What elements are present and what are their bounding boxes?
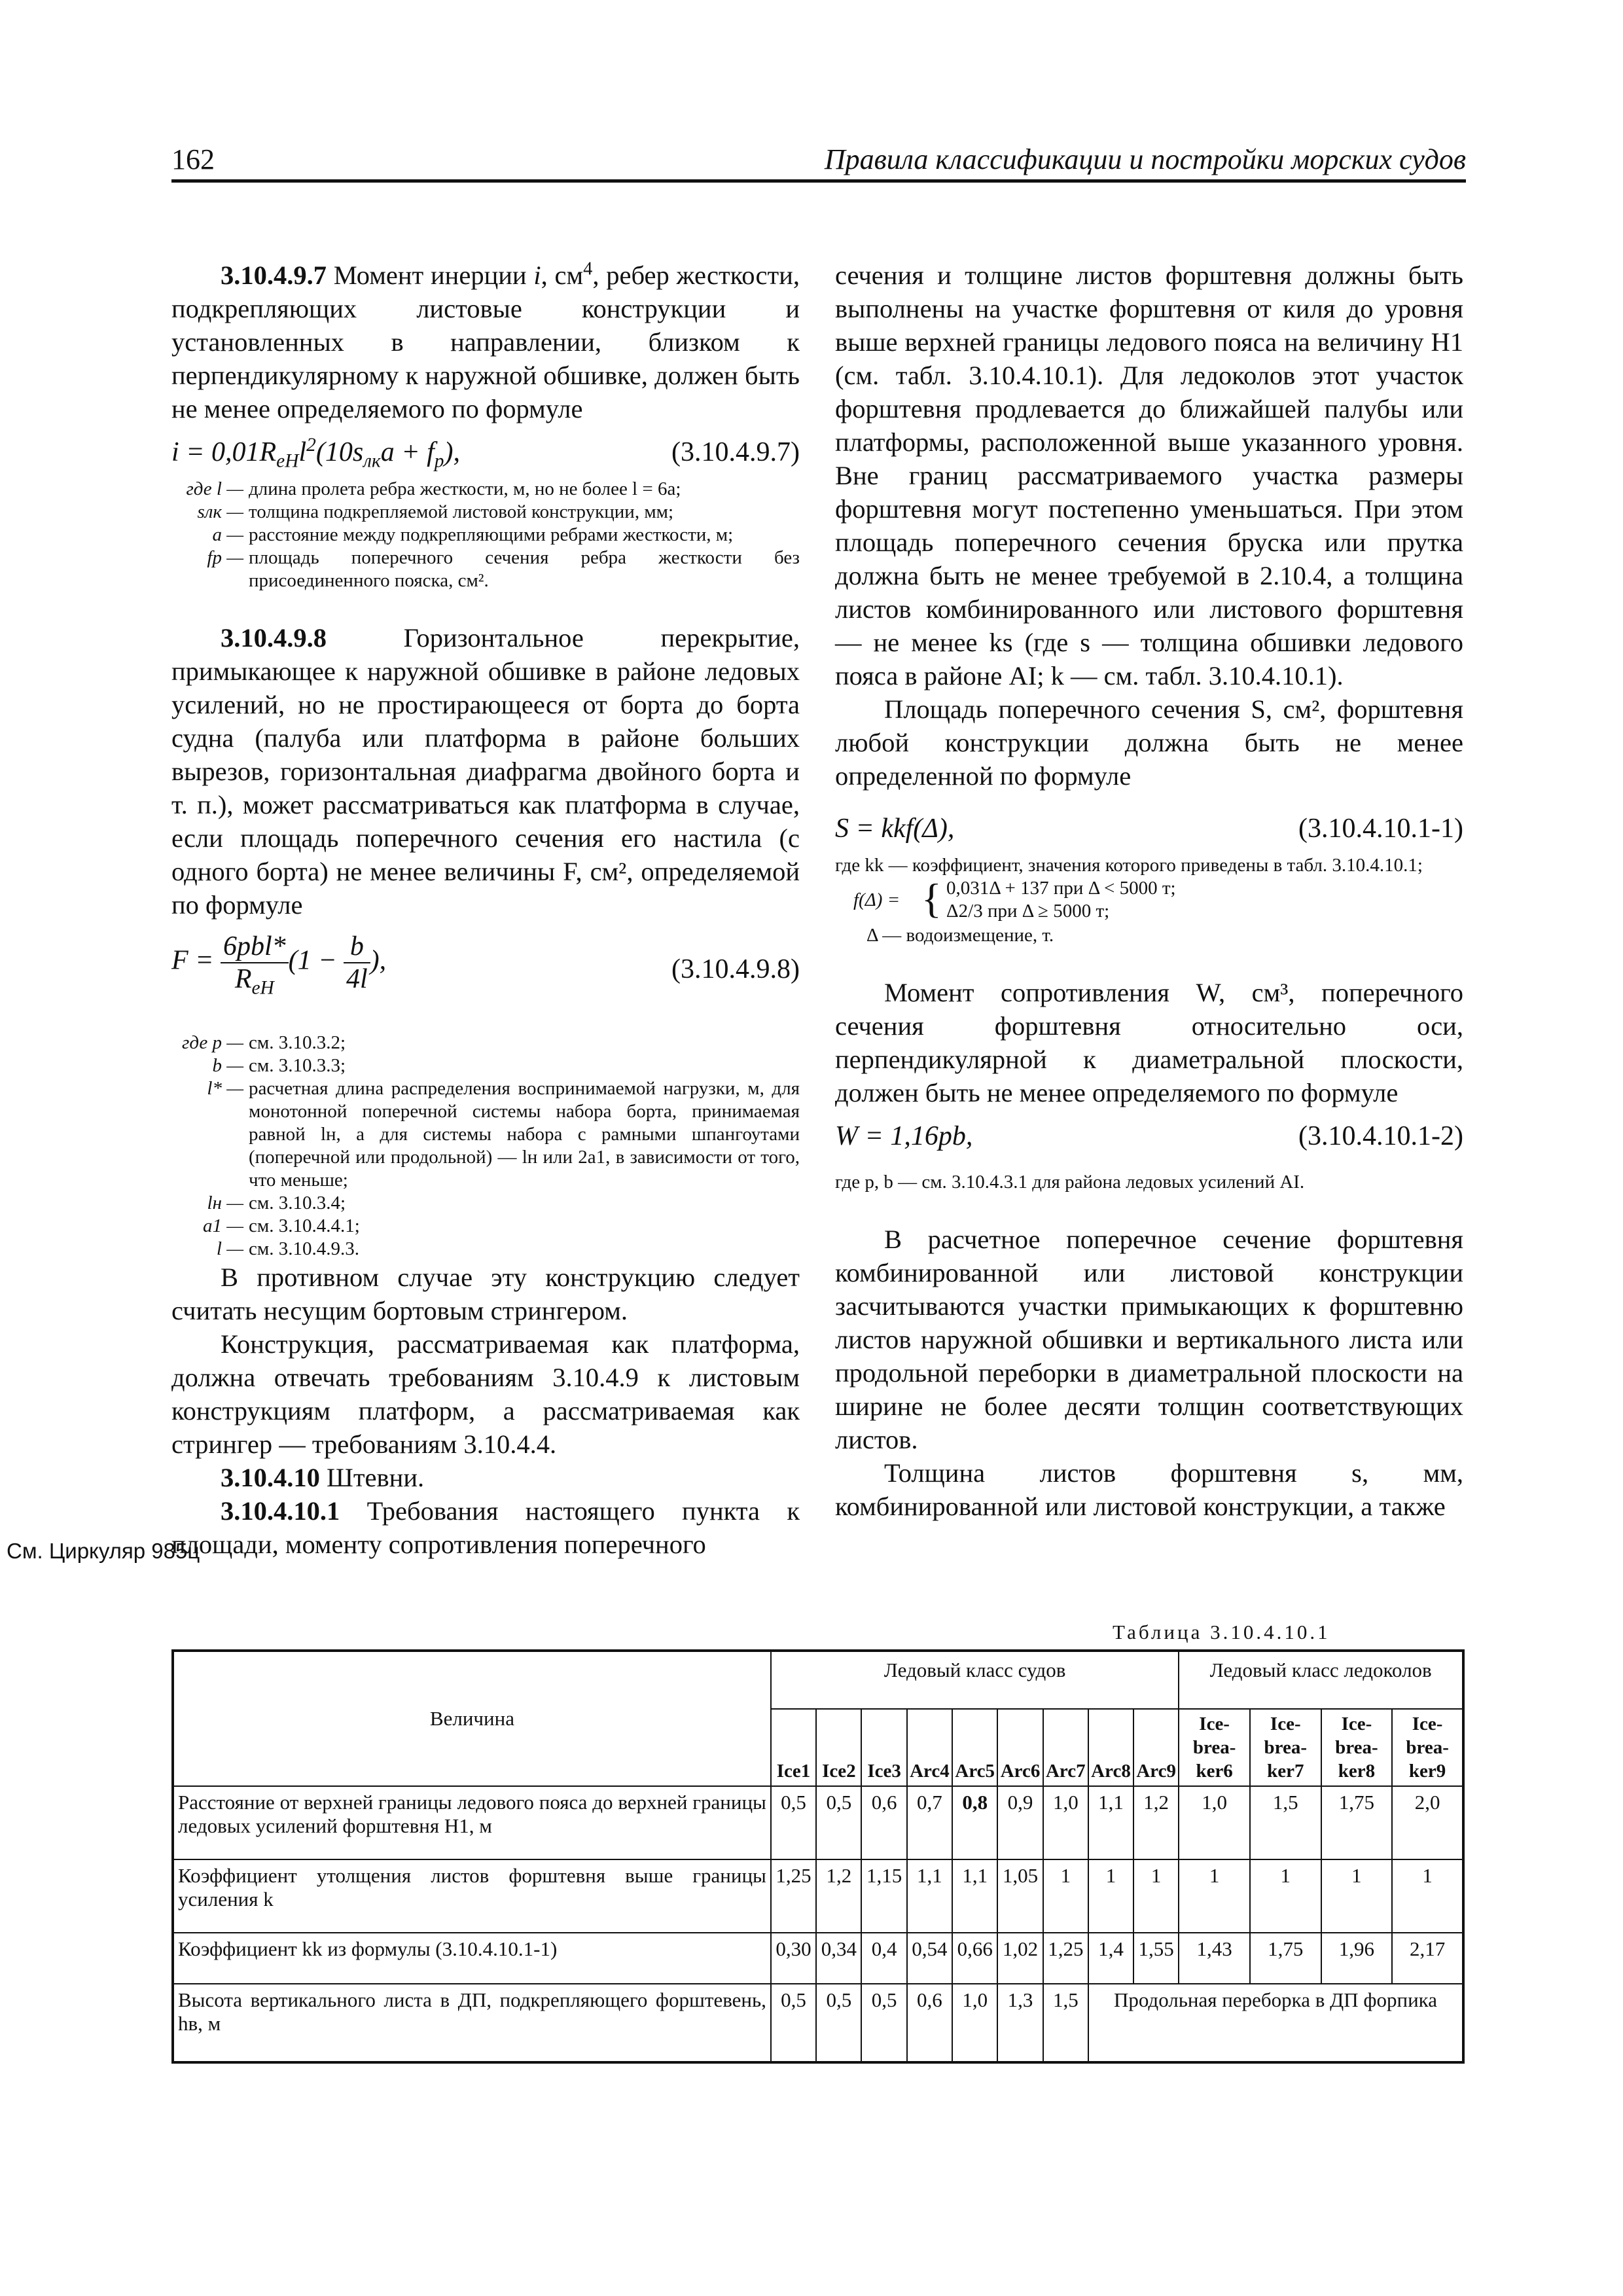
table-cell: 1 bbox=[1088, 1859, 1133, 1933]
table-cell: 0,4 bbox=[861, 1933, 906, 1984]
table-cell: 2,17 bbox=[1392, 1933, 1463, 1984]
table-cell: 1,25 bbox=[771, 1859, 816, 1933]
section-3-10-4-9-7: 3.10.4.9.7 Момент инерции i, $см^4$, ребер жесткости, подкрепляющих листовые конструкции и установленных в направлении, близком к перпендикулярному к наружной обшивке, должен быть не менее определяемого по формуле bbox=[171, 259, 800, 423]
where-f-delta: f(Δ) = { 0,031Δ + 137 при Δ < 5000 т; Δ2/3 при Δ ≥ 5000 т; bbox=[853, 875, 1176, 922]
brace: { bbox=[921, 875, 942, 922]
table-cell: 1,15 bbox=[861, 1859, 906, 1933]
where-row: lн — см. 3.10.3.4; bbox=[207, 1193, 346, 1213]
table-cell: 1,0 bbox=[1043, 1786, 1088, 1859]
where-row: где l — длина пролета ребра жесткости, м, но не более l = 6a; bbox=[186, 478, 681, 499]
table-cell: 1,2 bbox=[816, 1859, 861, 1933]
table-cell: 1 bbox=[1043, 1859, 1088, 1933]
page-number: 162 bbox=[171, 143, 215, 175]
formula-3-10-4-10-1-1: S = kkf(Δ), (3.10.4.10.1-1) bbox=[835, 814, 1463, 844]
icebreaker-class-header: Ice- brea- ker7 bbox=[1250, 1709, 1321, 1786]
table-cell: 0,8 bbox=[952, 1786, 997, 1859]
class-header: Arc8 bbox=[1088, 1709, 1133, 1786]
table-cell: 0,66 bbox=[952, 1933, 997, 1984]
table-cell: 1,1 bbox=[907, 1859, 952, 1933]
paragraph-construction: Конструкция, рассматриваемая как платформа, должна отвечать требованиям 3.10.4.9 к листовым конструкциям платформ, а рассматриваемая как стрингер — требованиям 3.10.4.4. bbox=[171, 1329, 800, 1459]
where-row: l* — расчетная длина распределения воспринимаемой нагрузки, м, для монотонной поперечной системы набора борта, принимаемая равной lн, а для системы набора с рамными шпангоутами (поперечной или продольной) — lн или 2a1, в зависимости от того, что меньше; bbox=[207, 1078, 800, 1191]
table-cell: 1,43 bbox=[1179, 1933, 1250, 1984]
where-list-1 bbox=[171, 478, 800, 592]
table-cell: 0,34 bbox=[816, 1933, 861, 1984]
table-cell: 0,54 bbox=[907, 1933, 952, 1984]
row-label: Коэффициент утолщения листов форштевня выше границы усиления k bbox=[173, 1859, 771, 1933]
table-cell: 0,7 bbox=[907, 1786, 952, 1859]
table-cell: 1,05 bbox=[997, 1859, 1043, 1933]
paragraph-area: Площадь поперечного сечения S, см², форштевня любой конструкции должна быть не менее определенной по формуле bbox=[835, 694, 1463, 791]
ice-class-table bbox=[171, 1649, 1465, 2064]
table-caption: Таблица 3.10.4.10.1 bbox=[1113, 1621, 1330, 1643]
where-row: b — см. 3.10.3.3; bbox=[212, 1055, 346, 1076]
where-row: fp — площадь поперечного сечения ребра жесткости без присоединенного пояска, см². bbox=[207, 547, 800, 591]
table-cell: 1 bbox=[1179, 1859, 1250, 1933]
table-cell: 1,1 bbox=[1088, 1786, 1133, 1859]
table-cell: 1,75 bbox=[1250, 1933, 1321, 1984]
table-cell: 1 bbox=[1321, 1859, 1393, 1933]
table-cell: 1,0 bbox=[952, 1984, 997, 2062]
where-row: где p — см. 3.10.3.2; bbox=[182, 1032, 346, 1053]
table-cell: 1,02 bbox=[997, 1933, 1043, 1984]
formula-3-10-4-9-7: $i = 0,01R_{eH}l^2(10s_{лк}a + f_р)$, (3.10.4.9.7) bbox=[171, 435, 800, 472]
right-column bbox=[835, 259, 1463, 1523]
table-cell: 0,5 bbox=[816, 1786, 861, 1859]
class-header: Arc9 bbox=[1133, 1709, 1179, 1786]
table-row bbox=[173, 1984, 1463, 2062]
section-3-10-4-10: 3.10.4.10 Штевни. bbox=[221, 1463, 425, 1492]
class-header: Arc6 bbox=[997, 1709, 1043, 1786]
where-list-4: где p, b — см. 3.10.4.3.1 для района ледовых усилений AI. bbox=[835, 1172, 1305, 1193]
span-note-bulkhead: Продольная переборка в ДП форпика bbox=[1088, 1984, 1463, 2062]
where-row: a1 — см. 3.10.4.4.1; bbox=[202, 1215, 360, 1236]
table-cell: 1 bbox=[1250, 1859, 1321, 1933]
table-cell: 1,25 bbox=[1043, 1933, 1088, 1984]
row-label: Коэффициент kk из формулы (3.10.4.10.1-1) bbox=[173, 1933, 771, 1984]
column-header-quantity: Величина bbox=[173, 1651, 771, 1786]
table-cell: 1,4 bbox=[1088, 1933, 1133, 1984]
table-cell: 0,5 bbox=[816, 1984, 861, 2062]
class-header: Arc7 bbox=[1043, 1709, 1088, 1786]
where-list-3 bbox=[835, 854, 1463, 947]
table-cell: 0,5 bbox=[771, 1984, 816, 2062]
where-list-2 bbox=[171, 1031, 800, 1261]
running-title: Правила классификации и постройки морских судов bbox=[824, 143, 1466, 175]
formula-3-10-4-9-8: F = $\frac{\text{6pbl*}}{R_{eH}}$ (1 − $\frac{b}{4l}$ ), (3.10.4.9.8) bbox=[171, 931, 800, 999]
row-label: Расстояние от верхней границы ледового пояса до верхней границы ледовых усилений форштевня H1, м bbox=[173, 1786, 771, 1859]
section-3-10-4-9-8: 3.10.4.9.8 Горизонтальное перекрытие, примыкающее к наружной обшивке в районе ледовых усилений, но не простирающееся от борта до борта судна (палуба или платформа в районе больших вырезов, горизонтальная диафрагма двойного борта и т. п.), может рассматриваться как платформа в случае, если площадь поперечного сечения его настила (с одного борта) не менее величины F, см², определяемой по формуле bbox=[171, 623, 800, 920]
table-cell: 1,1 bbox=[952, 1859, 997, 1933]
row-label: Высота вертикального листа в ДП, подкрепляющего форштевень, hв, м bbox=[173, 1984, 771, 2062]
table-row bbox=[173, 1859, 1463, 1933]
formula-3-10-4-10-1-2: W = 1,16pb, (3.10.4.10.1-2) bbox=[835, 1121, 1463, 1151]
table-cell: 0,6 bbox=[861, 1786, 906, 1859]
where-row: l — см. 3.10.4.9.3. bbox=[216, 1238, 359, 1259]
icebreaker-class-header: Ice- brea- ker9 bbox=[1392, 1709, 1463, 1786]
class-header: Arc5 bbox=[952, 1709, 997, 1786]
table-cell: 0,5 bbox=[771, 1786, 816, 1859]
where-delta: Δ — водоизмещение, т. bbox=[866, 925, 1054, 946]
where-row: sлк — толщина подкрепляемой листовой конструкции, мм; bbox=[197, 501, 674, 522]
table-row bbox=[173, 1786, 1463, 1859]
table-cell: 1,55 bbox=[1133, 1933, 1179, 1984]
margin-note: См. Циркуляр 985ц bbox=[7, 1539, 200, 1563]
class-header: Ice3 bbox=[861, 1709, 906, 1786]
group-header-ships: Ледовый класс судов bbox=[771, 1651, 1179, 1709]
table-row bbox=[173, 1933, 1463, 1984]
table-cell: 0,5 bbox=[861, 1984, 906, 2062]
table-cell: 1,0 bbox=[1179, 1786, 1250, 1859]
table-cell: 1 bbox=[1392, 1859, 1463, 1933]
paragraph-otherwise: В противном случае эту конструкцию следует считать несущим бортовым стрингером. bbox=[171, 1263, 800, 1325]
paragraph-design-section: В расчетное поперечное сечение форштевня комбинированной или листовой конструкции засчитываются участки примыкающих к форштевню листов наружной обшивки и вертикального листа или продольной переборки в диаметральной плоскости на ширине не более десяти толщин соответствующих листов. bbox=[835, 1225, 1463, 1454]
table-cell: 1,5 bbox=[1250, 1786, 1321, 1859]
class-header: Ice1 bbox=[771, 1709, 816, 1786]
table-cell: 1,75 bbox=[1321, 1786, 1393, 1859]
table-cell: 1,96 bbox=[1321, 1933, 1393, 1984]
table-cell: 0,6 bbox=[907, 1984, 952, 2062]
paragraph-stem-section: сечения и толщине листов форштевня должны быть выполнены на участке форштевня от киля до уровня выше верхней границы ледового пояса на величину H1 (см. табл. 3.10.4.10.1). Для ледоколов этот участок форштевня продлевается до ближайшей палубы или платформы, расположенной выше указанного уровня. Вне границ рассматриваемого участка размеры форштевня могут постепенно уменьшаться. При этом площадь поперечного сечения бруска или прутка должна быть не менее требуемой в 2.10.4, а толщина листов комбинированного или листового форштевня — не менее ks (где s — толщина обшивки ледового пояса в районе AI; k — см. табл. 3.10.4.10.1). bbox=[835, 260, 1463, 691]
class-header: Arc4 bbox=[907, 1709, 952, 1786]
table-cell: 2,0 bbox=[1392, 1786, 1463, 1859]
table-cell: 0,9 bbox=[997, 1786, 1043, 1859]
table-cell: 1 bbox=[1133, 1859, 1179, 1933]
paragraph-moment: Момент сопротивления W, см³, поперечного сечения форштевня относительно оси, перпендикулярной к диаметральной плоскости, должен быть не менее определяемого по формуле bbox=[835, 978, 1463, 1107]
table-cell: 1,5 bbox=[1043, 1984, 1088, 2062]
where-kk: где kk — коэффициент, значения которого приведены в табл. 3.10.4.10.1; bbox=[835, 855, 1423, 876]
icebreaker-class-header: Ice- brea- ker8 bbox=[1321, 1709, 1393, 1786]
group-header-icebreakers: Ледовый класс ледоколов bbox=[1179, 1651, 1463, 1709]
running-header bbox=[171, 140, 1466, 183]
table-cell: 1,2 bbox=[1133, 1786, 1179, 1859]
section-3-10-4-10-1: 3.10.4.10.1 Требования настоящего пункта к площади, моменту сопротивления поперечного bbox=[171, 1496, 800, 1559]
left-column bbox=[171, 259, 800, 1561]
table-cell: 0,30 bbox=[771, 1933, 816, 1984]
class-header: Ice2 bbox=[816, 1709, 861, 1786]
paragraph-thickness: Толщина листов форштевня s, мм, комбинированной или листовой конструкции, а также bbox=[835, 1458, 1463, 1521]
where-row: a — расстояние между подкрепляющими ребрами жесткости, м; bbox=[212, 524, 734, 545]
icebreaker-class-header: Ice- brea- ker6 bbox=[1179, 1709, 1250, 1786]
table-cell: 1,3 bbox=[997, 1984, 1043, 2062]
